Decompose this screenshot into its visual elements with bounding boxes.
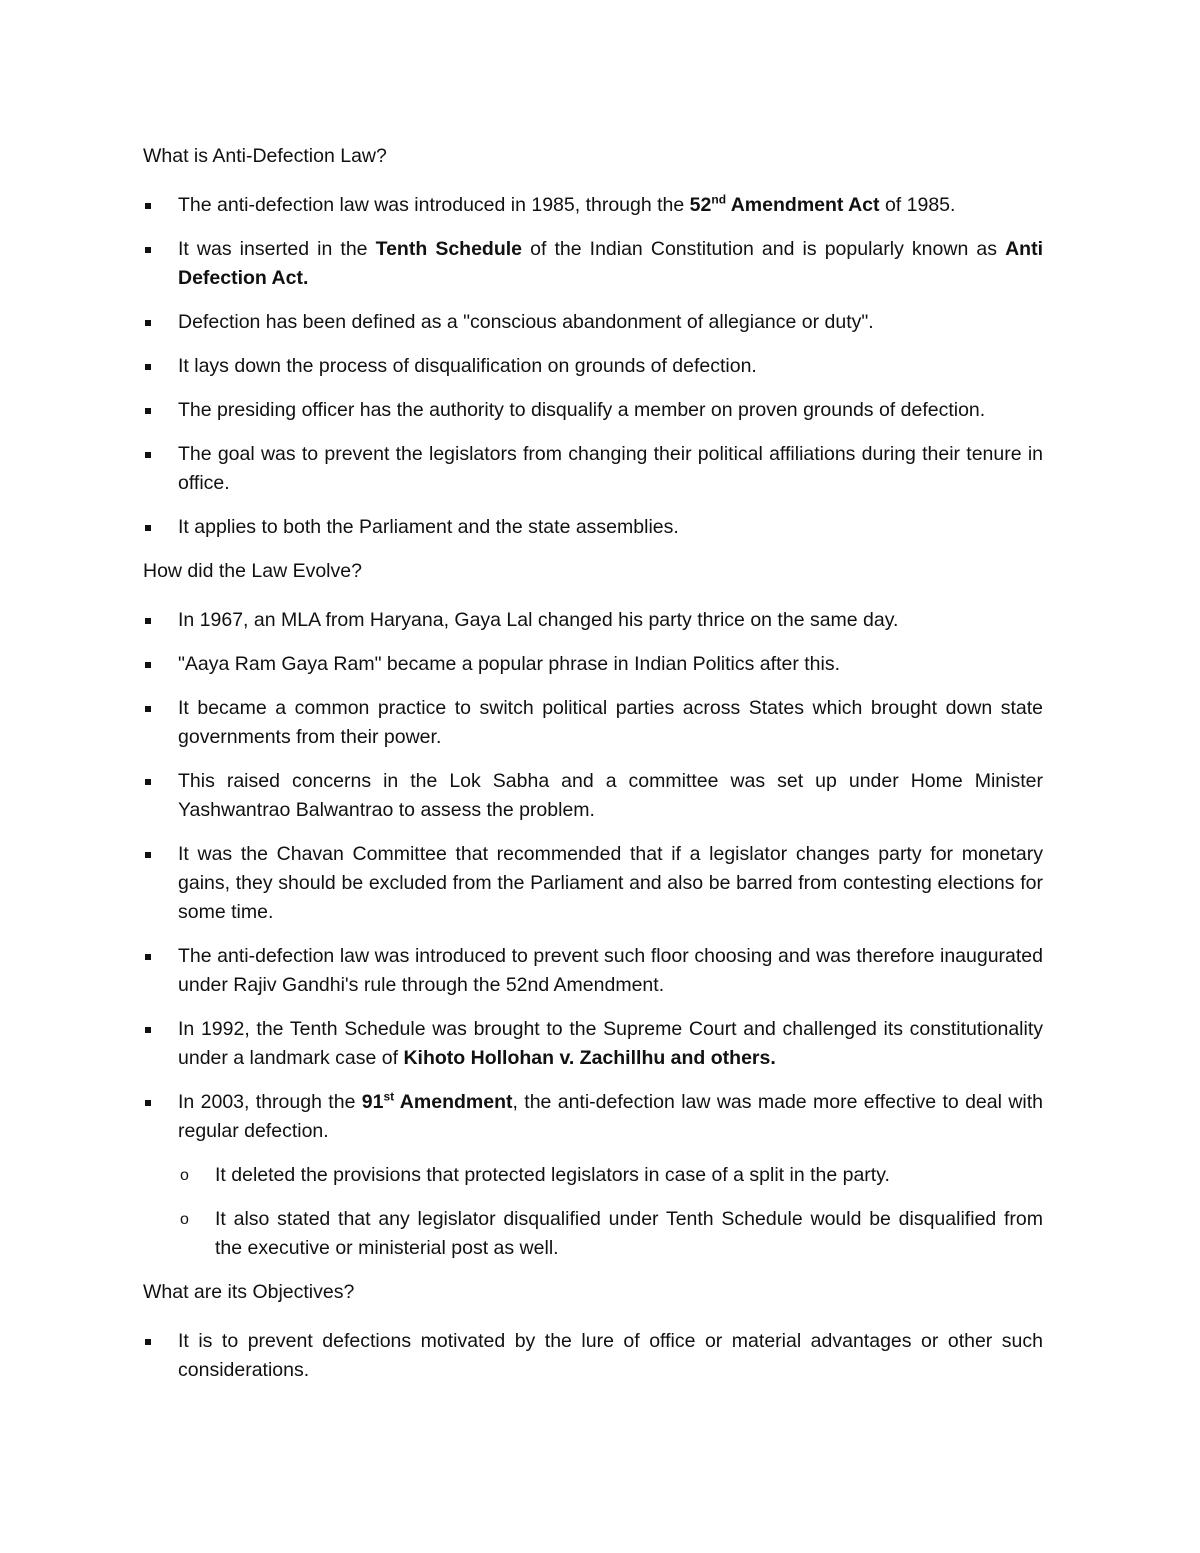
list-item — [143, 1088, 1043, 1263]
sub-list — [178, 1161, 1043, 1263]
item-text: The anti-defection law was introduced in 1985, through the — [178, 194, 690, 216]
item-text: This raised concerns in the Lok Sabha and a committee was set up under Home Minister Yashwantrao Balwantrao to assess the problem. — [178, 770, 1043, 821]
list-item — [143, 396, 1043, 425]
item-text: The goal was to prevent the legislators from changing their political affiliations during their tenure in office. — [178, 443, 1043, 494]
superscript-text: nd — [711, 192, 727, 207]
item-text: It applies to both the Parliament and the state assemblies. — [178, 516, 679, 538]
bullet-list — [143, 191, 1043, 542]
list-item — [143, 767, 1043, 825]
item-text: In 1967, an MLA from Haryana, Gaya Lal changed his party thrice on the same day. — [178, 609, 899, 631]
bold-text: Anti Defection Act. — [178, 238, 1043, 289]
list-item — [143, 440, 1043, 498]
section-heading: What are its Objectives? — [143, 1281, 355, 1303]
section-heading: How did the Law Evolve? — [143, 560, 362, 582]
list-item — [143, 1015, 1043, 1073]
list-item — [143, 191, 1043, 220]
item-text: , the anti-defection law was made more effective to deal with regular defection. — [178, 1091, 1043, 1142]
list-item — [143, 1327, 1043, 1385]
list-item — [143, 942, 1043, 1000]
bold-text: 52 — [689, 194, 712, 216]
list-item — [143, 235, 1043, 293]
list-item — [143, 840, 1043, 927]
item-text: It became a common practice to switch political parties across States which brought down state governments from their power. — [178, 697, 1043, 748]
section-heading: What is Anti-Defection Law? — [143, 145, 387, 167]
item-text: In 2003, through the — [178, 1091, 362, 1113]
list-item — [143, 650, 1043, 679]
list-item — [143, 513, 1043, 542]
item-text: In 1992, the Tenth Schedule was brought to the Supreme Court and challenged its constitutionality under a landmark case of — [178, 1018, 1043, 1069]
item-text: It is to prevent defections motivated by the lure of office or material advantages or other such considerations. — [178, 1330, 1043, 1381]
document-content — [143, 142, 1043, 1400]
bold-text: 91 — [361, 1091, 384, 1113]
item-text: Defection has been defined as a "conscious abandonment of allegiance or duty". — [178, 311, 874, 333]
item-text: "Aaya Ram Gaya Ram" became a popular phrase in Indian Politics after this. — [178, 653, 841, 675]
list-item — [143, 352, 1043, 381]
sub-list-item: o It deleted the provisions that protected legislators in case of a split in the party. — [178, 1161, 1043, 1190]
bold-text: Amendment Act — [726, 194, 880, 216]
item-text: The anti-defection law was introduced to prevent such floor choosing and was therefore inaugurated under Rajiv Gandhi's rule through the 52nd Amendment. — [178, 945, 1043, 996]
list-item — [143, 694, 1043, 752]
item-text: The presiding officer has the authority to disqualify a member on proven grounds of defection. — [178, 399, 986, 421]
sub-list-item: o It also stated that any legislator disqualified under Tenth Schedule would be disqualified from the executive or ministerial post as well. — [178, 1205, 1043, 1263]
superscript-text: st — [383, 1089, 395, 1104]
item-text: It was inserted in the — [178, 238, 376, 260]
item-text: It was the Chavan Committee that recommended that if a legislator changes party for monetary gains, they should be excluded from the Parliament and also be barred from contesting elections for some time. — [178, 843, 1043, 923]
list-item — [143, 606, 1043, 635]
item-text: of the Indian Constitution and is popularly known as — [522, 238, 1006, 260]
item-text: of 1985. — [879, 194, 956, 216]
list-item — [143, 308, 1043, 337]
item-text: It lays down the process of disqualification on grounds of defection. — [178, 355, 757, 377]
bold-text: Kihoto Hollohan v. Zachillhu and others. — [403, 1047, 776, 1069]
bold-text: Tenth Schedule — [375, 238, 523, 260]
bullet-list — [143, 1327, 1043, 1385]
bold-text: Amendment — [394, 1091, 513, 1113]
bullet-list — [143, 606, 1043, 1263]
